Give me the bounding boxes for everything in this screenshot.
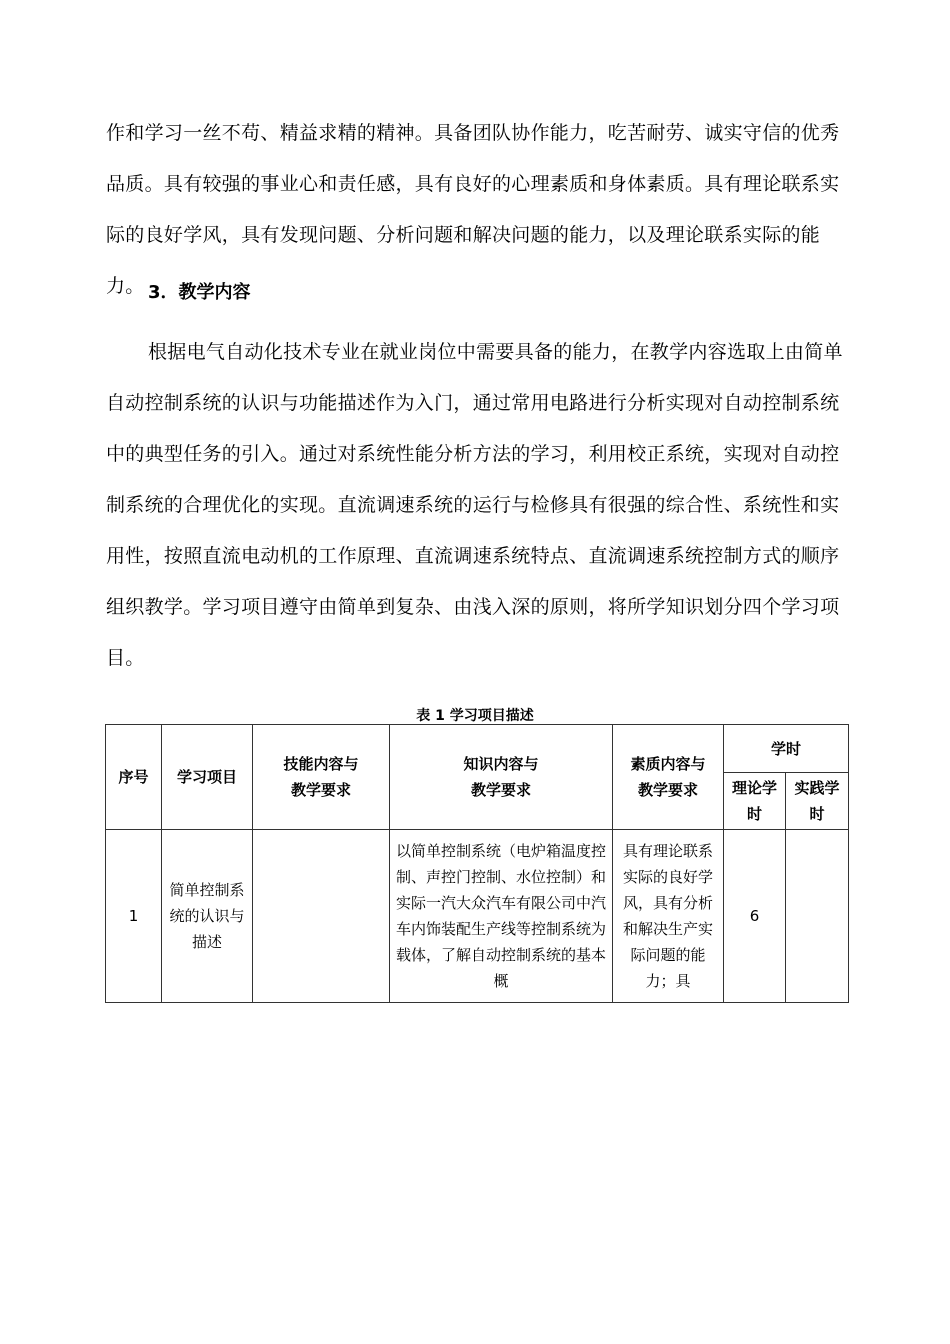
- header-quality: [613, 725, 724, 830]
- header-practice-hours-text: 实践学时: [794, 779, 840, 823]
- cell-practice-hours: [786, 830, 849, 1003]
- header-quality-line2: 教学要求: [637, 781, 698, 799]
- cell-index: 1: [106, 830, 162, 1003]
- header-skill-line1: 技能内容与: [283, 755, 359, 773]
- cell-project: [162, 830, 253, 1003]
- paragraph-continuation: 作和学习一丝不苟、精益求精的精神。具备团队协作能力，吃苦耐劳、诚实守信的优秀品质。具有较强的事业心和责任感，具有良好的心理素质和身体素质。具有理论联系实际的良好学风，具有发现问题、分析问题和解决问题的能力，以及理论联系实际的能力。: [106, 122, 840, 297]
- header-practice-hours: [786, 773, 849, 830]
- header-skill-line2: 教学要求: [290, 781, 351, 799]
- header-project: 学习项目: [162, 725, 253, 830]
- table-header-row: [106, 725, 849, 773]
- header-quality-line1: 素质内容与: [630, 755, 706, 773]
- cell-theory-hours: 6: [724, 830, 786, 1003]
- cell-project-text: 简单控制系统的认识与描述: [169, 881, 245, 951]
- header-knowledge-line2: 教学要求: [470, 781, 531, 799]
- cell-knowledge: [390, 830, 613, 1003]
- table-row: [106, 830, 849, 1003]
- header-hours: 学时: [724, 725, 849, 773]
- header-theory-hours: [724, 773, 786, 830]
- paragraph-teaching-content: 根据电气自动化技术专业在就业岗位中需要具备的能力，在教学内容选取上由简单自动控制系统的认识与功能描述作为入门，通过常用电路进行分析实现对自动控制系统中的典型任务的引入。通过对系统性能分析方法的学习，利用校正系统，实现对自动控制系统的合理优化的实现。直流调速系统的运行与检修具有很强的综合性、系统性和实用性，按照直流电动机的工作原理、直流调速系统特点、直流调速系统控制方式的顺序组织教学。学习项目遵守由简单到复杂、由浅入深的原则，将所学知识划分四个学习项目。: [106, 341, 843, 669]
- header-knowledge-line1: 知识内容与: [463, 755, 539, 773]
- header-index: 序号: [106, 725, 162, 830]
- learning-project-table: [105, 724, 849, 1003]
- cell-skill: [253, 830, 390, 1003]
- cell-quality-text: 具有理论联系实际的良好学风，具有分析和解决生产实际问题的能力；具: [622, 842, 713, 990]
- header-skill: [253, 725, 390, 830]
- header-knowledge: [390, 725, 613, 830]
- table-caption: 表 1 学习项目描述: [416, 708, 534, 724]
- cell-knowledge-text: 以简单控制系统（电炉箱温度控制、声控门控制、水位控制）和实际一汽大众汽车有限公司中汽车内饰装配生产线等控制系统为载体，了解自动控制系统的基本概: [395, 842, 606, 990]
- header-theory-hours-text: 理论学时: [731, 779, 777, 823]
- section-heading: 3．教学内容: [148, 282, 251, 303]
- cell-quality: [613, 830, 724, 1003]
